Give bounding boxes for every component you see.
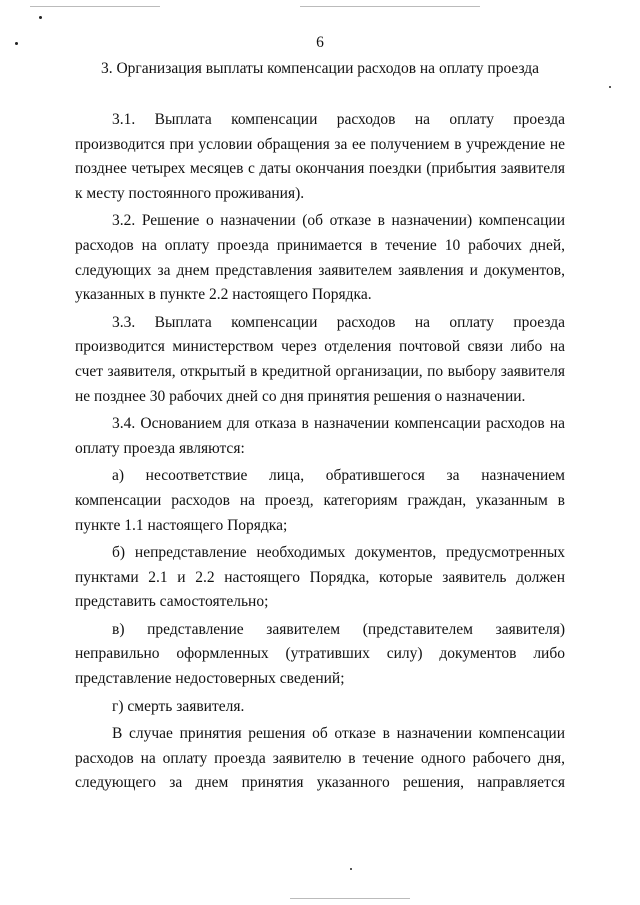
paragraph-3-3: 3.3. Выплата компенсации расходов на оплату проезда производится министерством через отделения почтовой связи либо на счет заявителя, открытый в кредитной организации, по выбору заявителя не позднее 30 рабочих дней со дня принятия решения о назначении.	[75, 313, 565, 405]
paragraph-3-1: 3.1. Выплата компенсации расходов на оплату проезда производится при условии обращения за ее получением в учреждение не позднее четырех месяцев с даты окончания поездки (прибытия заявителя к месту постоянного проживания).	[75, 111, 565, 202]
paragraph-3-2: 3.2. Решение о назначении (об отказе в назначении) компенсации расходов на оплату проезда принимается в течение 10 рабочих дней, следующих за днем представления заявителем заявления и документов, указанных в пункте 2.2 настоящего Порядка.	[75, 212, 565, 304]
section-title: 3. Организация выплаты компенсации расходов на оплату проезда	[100, 60, 540, 77]
list-item-a: а) несоответствие лица, обратившегося за назначением компенсации расходов на проезд, категориям граждан, указанным в пункте 1.1 настоящего Порядка;	[75, 467, 565, 534]
list-item-b: б) непредставление необходимых документов, предусмотренных пунктами 2.1 и 2.2 настоящего Порядка, которые заявитель должен представить самостоятельно;	[75, 544, 565, 611]
top-scan-line	[30, 6, 160, 7]
scan-speck	[39, 16, 42, 19]
scan-speck	[350, 868, 352, 870]
list-item-g: г) смерть заявителя.	[112, 697, 245, 715]
document-body	[75, 108, 565, 799]
paragraph-3-4: 3.4. Основанием для отказа в назначении компенсации расходов на оплату проезда являются:	[75, 415, 565, 457]
top-scan-line-2	[300, 6, 480, 7]
page-number: 6	[316, 34, 324, 51]
bottom-scan-line	[290, 898, 410, 899]
list-item-v: в) представление заявителем (представителем заявителя) неправильно оформленных (утративших силу) документов либо представление недостоверных сведений;	[75, 620, 565, 688]
paragraph-refusal-notice: В случае принятия решения об отказе в назначении компенсации расходов на оплату проезда заявителю в течение одного рабочего дня, следующего за днем принятия указанного решения, направляется	[75, 725, 565, 792]
scan-speck	[609, 86, 611, 88]
